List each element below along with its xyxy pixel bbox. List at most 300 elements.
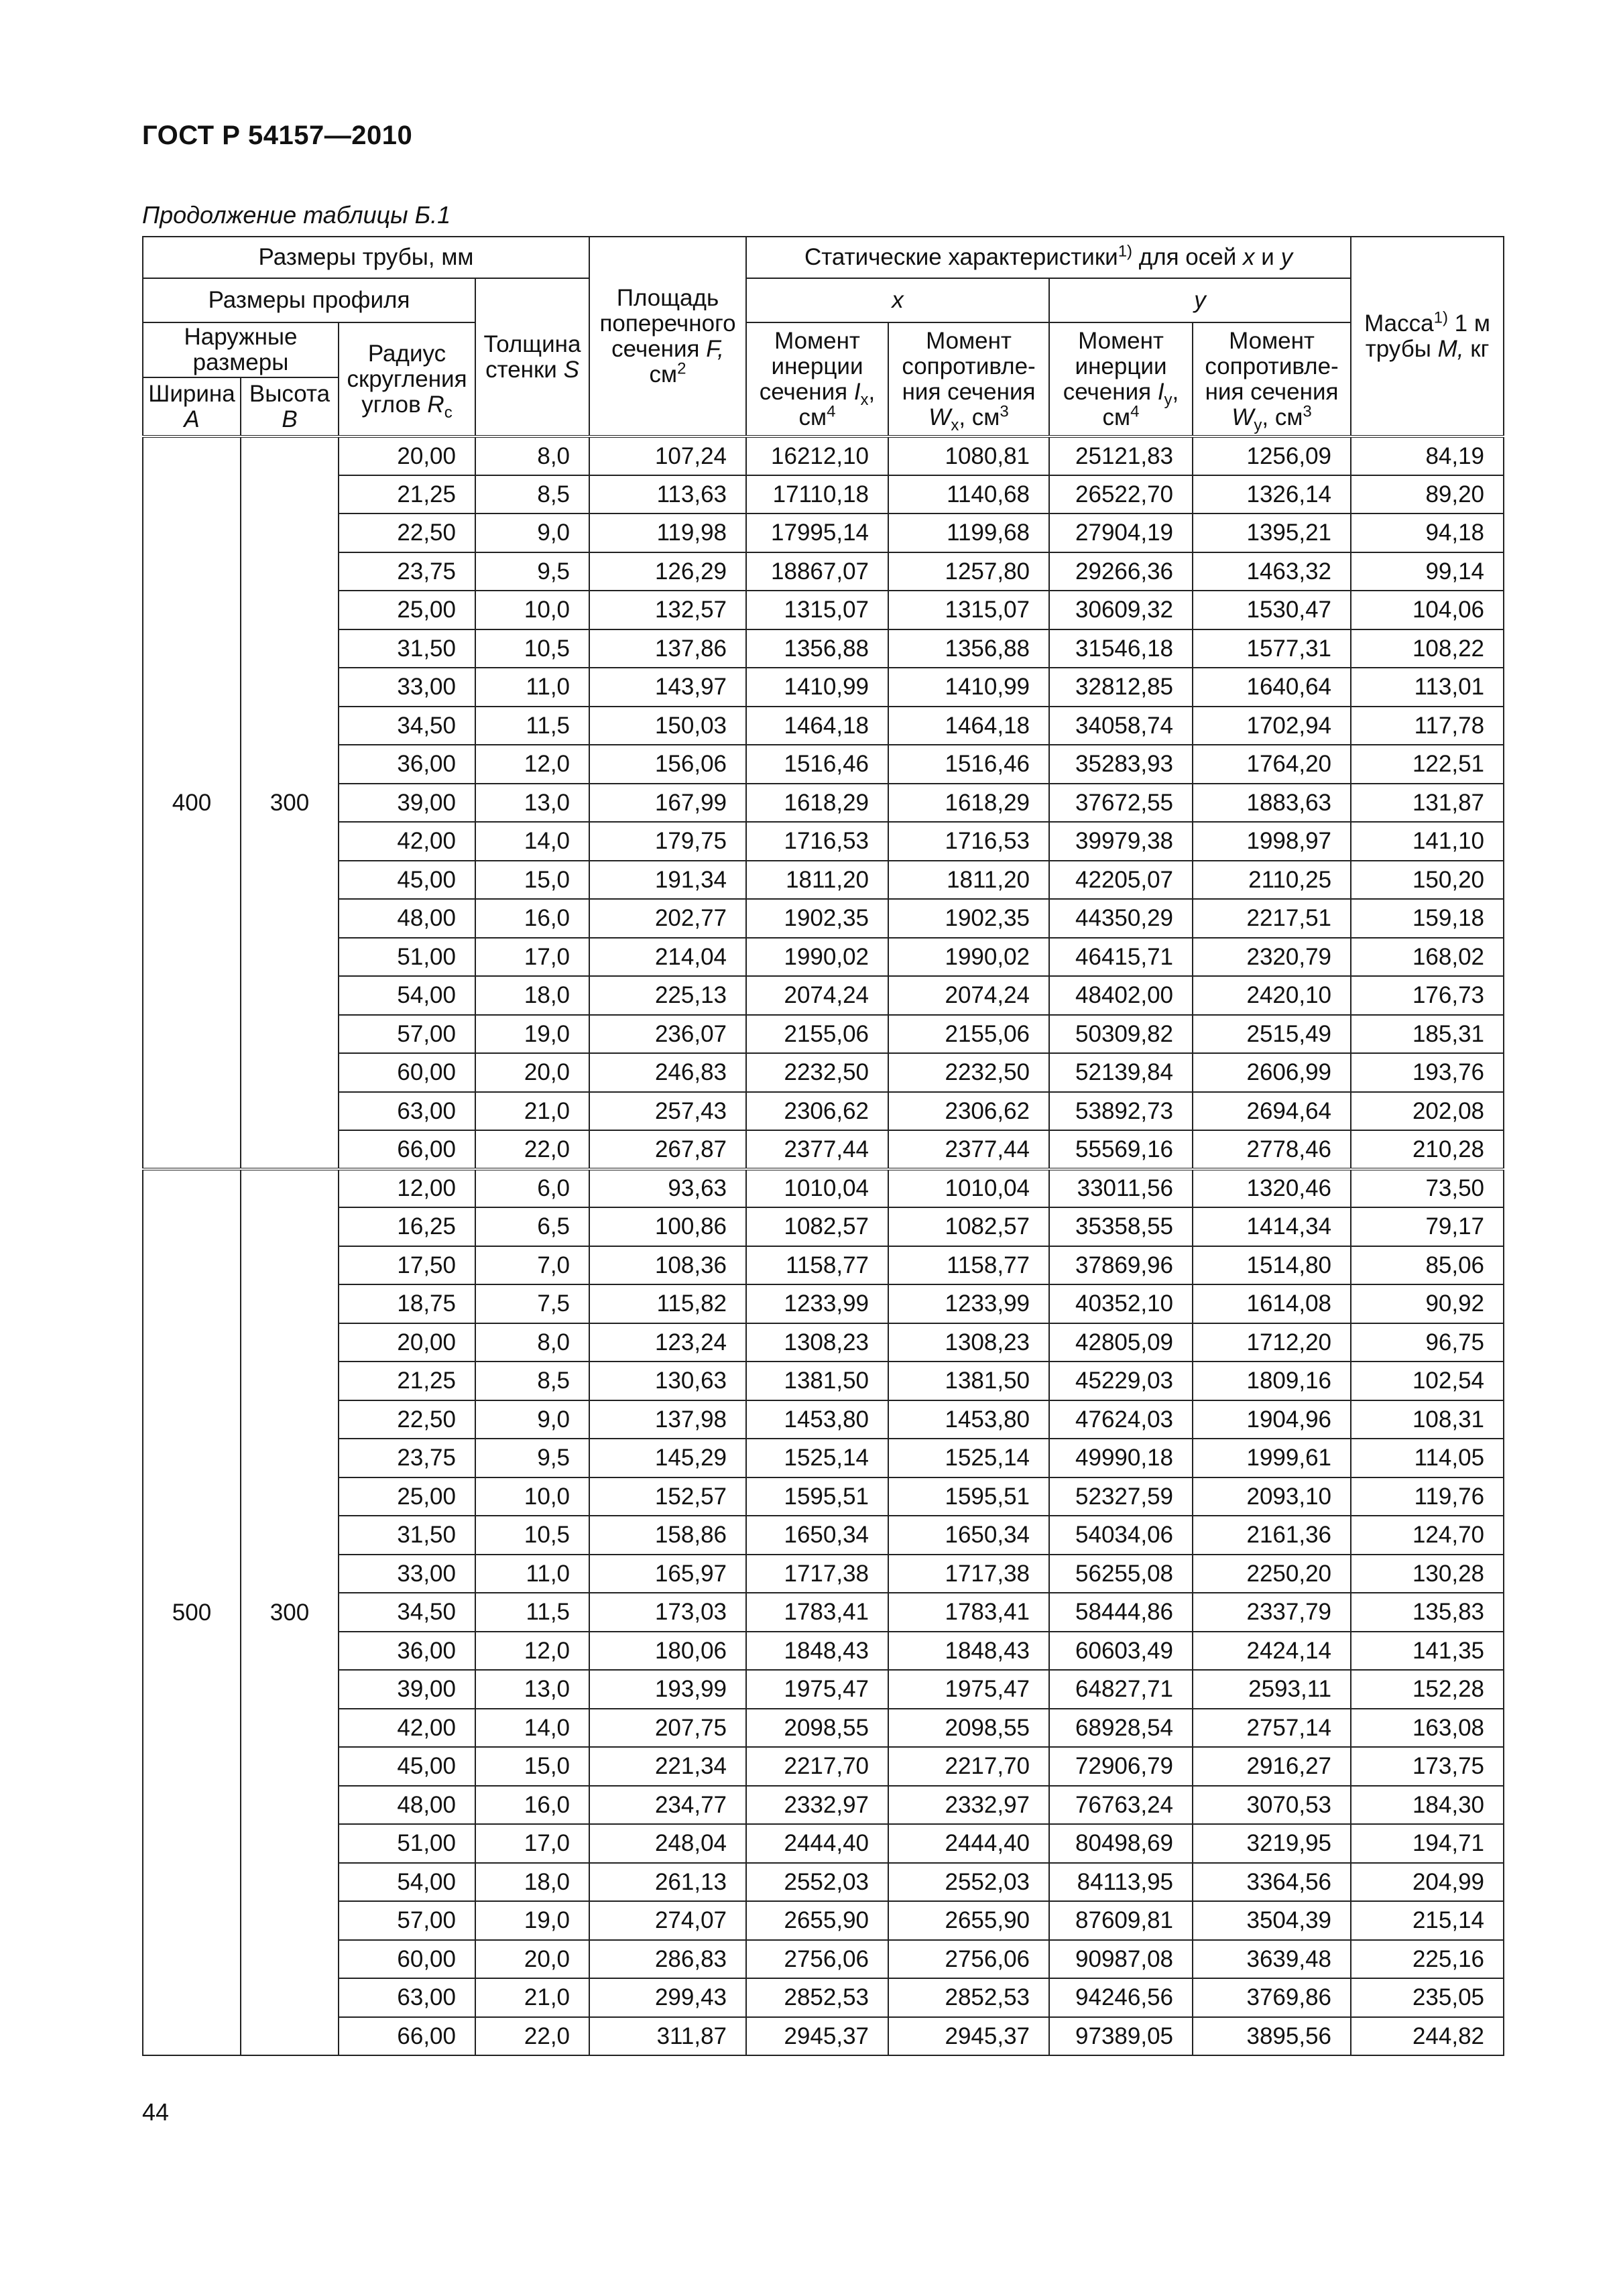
cell-mass: 131,87 <box>1351 784 1504 823</box>
cell-wx: 2217,70 <box>888 1747 1049 1786</box>
header-ix: Момент инерции сечения $I_x$, $см^4$ <box>746 322 888 436</box>
cell-wx: 1464,18 <box>888 707 1049 745</box>
cell-iy: 48402,00 <box>1049 976 1193 1015</box>
cell-wy: 2593,11 <box>1193 1670 1351 1709</box>
cell-ix: 2377,44 <box>746 1130 888 1169</box>
header-radius-label: Радиус скругления углов <box>347 340 467 418</box>
cell-wx: 1516,46 <box>888 745 1049 784</box>
cell-iy: 31546,18 <box>1049 629 1193 668</box>
table-row <box>143 1439 1504 1477</box>
cell-wx: 1381,50 <box>888 1362 1049 1400</box>
cell-radius: 60,00 <box>339 1053 475 1092</box>
cell-iy: 27904,19 <box>1049 513 1193 552</box>
cell-thickness: 10,5 <box>475 629 589 668</box>
cell-ix: 18867,07 <box>746 552 888 591</box>
cell-area: 234,77 <box>589 1786 746 1825</box>
cell-iy: 50309,82 <box>1049 1015 1193 1054</box>
cell-thickness: 9,5 <box>475 1439 589 1477</box>
cell-wy: 2217,51 <box>1193 899 1351 938</box>
cell-radius: 57,00 <box>339 1015 475 1054</box>
cell-area: 167,99 <box>589 784 746 823</box>
header-axis-y <box>1049 278 1351 322</box>
header-wx-unit-sup: 3 <box>1000 402 1009 420</box>
cell-iy: 42805,09 <box>1049 1323 1193 1362</box>
cell-mass: 244,82 <box>1351 2017 1504 2056</box>
table-row <box>143 1786 1504 1825</box>
cell-radius: 33,00 <box>339 1555 475 1593</box>
cell-ix: 2852,53 <box>746 1978 888 2017</box>
cell-thickness: 7,5 <box>475 1284 589 1323</box>
cell-mass: 85,06 <box>1351 1246 1504 1285</box>
cell-ix: 1308,23 <box>746 1323 888 1362</box>
cell-radius: 25,00 <box>339 1477 475 1516</box>
cell-area: 221,34 <box>589 1747 746 1786</box>
table-row <box>143 1940 1504 1979</box>
cell-wx: 2852,53 <box>888 1978 1049 2017</box>
cell-thickness: 15,0 <box>475 1747 589 1786</box>
table-row <box>143 1824 1504 1863</box>
cell-radius: 36,00 <box>339 745 475 784</box>
cell-iy: 25121,83 <box>1049 436 1193 475</box>
header-thickness <box>475 278 589 436</box>
cell-iy: 54034,06 <box>1049 1516 1193 1555</box>
cell-wx: 2552,03 <box>888 1863 1049 1902</box>
cell-thickness: 9,5 <box>475 552 589 591</box>
header-ix-unit: см <box>798 404 827 430</box>
table-row <box>143 1593 1504 1632</box>
cell-ix: 1975,47 <box>746 1670 888 1709</box>
header-height <box>241 377 339 436</box>
cell-wy: 1577,31 <box>1193 629 1351 668</box>
cell-iy: 45229,03 <box>1049 1362 1193 1400</box>
cell-thickness: 13,0 <box>475 784 589 823</box>
header-static-axis-x: x <box>1243 244 1255 270</box>
cell-mass: 96,75 <box>1351 1323 1504 1362</box>
cell-mass: 141,10 <box>1351 822 1504 861</box>
cell-area: 202,77 <box>589 899 746 938</box>
header-thickness-symbol: S <box>563 356 579 383</box>
cell-iy: 84113,95 <box>1049 1863 1193 1902</box>
cell-thickness: 11,5 <box>475 1593 589 1632</box>
header-wx-sub: x <box>951 416 959 434</box>
table-row <box>143 1246 1504 1285</box>
table-row <box>143 1477 1504 1516</box>
cell-iy: 52327,59 <box>1049 1477 1193 1516</box>
cell-thickness: 11,0 <box>475 1555 589 1593</box>
cell-wx: 2655,90 <box>888 1901 1049 1940</box>
cell-wx: 2074,24 <box>888 976 1049 1015</box>
cell-mass: 102,54 <box>1351 1362 1504 1400</box>
cell-wy: 2424,14 <box>1193 1632 1351 1671</box>
cell-ix: 2444,40 <box>746 1824 888 1863</box>
header-thickness-label: Толщина стенки <box>483 330 581 383</box>
cell-thickness: 20,0 <box>475 1940 589 1979</box>
cell-wx: 1783,41 <box>888 1593 1049 1632</box>
cell-ix: 2552,03 <box>746 1863 888 1902</box>
table-row <box>143 475 1504 514</box>
cell-ix: 1848,43 <box>746 1632 888 1671</box>
cell-wy: 3504,39 <box>1193 1901 1351 1940</box>
header-static-and: и <box>1261 244 1274 270</box>
cell-wy: 1326,14 <box>1193 475 1351 514</box>
header-mass-symbol: M, <box>1437 335 1464 362</box>
cell-wx: 1233,99 <box>888 1284 1049 1323</box>
cell-wy: 3070,53 <box>1193 1786 1351 1825</box>
cell-radius: 39,00 <box>339 1670 475 1709</box>
cell-mass: 141,35 <box>1351 1632 1504 1671</box>
cell-thickness: 19,0 <box>475 1015 589 1054</box>
cell-radius: 34,50 <box>339 707 475 745</box>
cell-radius: 33,00 <box>339 668 475 707</box>
cell-area: 123,24 <box>589 1323 746 1362</box>
cell-area: 286,83 <box>589 1940 746 1979</box>
cell-thickness: 9,0 <box>475 1400 589 1439</box>
cell-mass: 152,28 <box>1351 1670 1504 1709</box>
cell-wx: 2444,40 <box>888 1824 1049 1863</box>
cell-wx: 1990,02 <box>888 938 1049 977</box>
cell-mass: 225,16 <box>1351 1940 1504 1979</box>
cell-area: 126,29 <box>589 552 746 591</box>
cell-area: 152,57 <box>589 1477 746 1516</box>
cell-area: 246,83 <box>589 1053 746 1092</box>
cell-iy: 46415,71 <box>1049 938 1193 977</box>
cell-mass: 185,31 <box>1351 1015 1504 1054</box>
cell-wy: 3895,56 <box>1193 2017 1351 2056</box>
cell-mass: 122,51 <box>1351 745 1504 784</box>
cell-radius: 36,00 <box>339 1632 475 1671</box>
cell-area: 207,75 <box>589 1709 746 1748</box>
cell-ix: 1783,41 <box>746 1593 888 1632</box>
table-row <box>143 1632 1504 1671</box>
cell-mass: 94,18 <box>1351 513 1504 552</box>
cell-ix: 1990,02 <box>746 938 888 977</box>
header-axis-x-label: x <box>892 287 904 313</box>
cell-ix: 1595,51 <box>746 1477 888 1516</box>
cell-mass: 184,30 <box>1351 1786 1504 1825</box>
cell-area: 165,97 <box>589 1555 746 1593</box>
cell-thickness: 14,0 <box>475 1709 589 1748</box>
cell-ix: 2306,62 <box>746 1092 888 1131</box>
header-iy-sub: y <box>1164 390 1173 409</box>
header-mass-footnote: 1) <box>1433 308 1448 326</box>
cell-wx: 1082,57 <box>888 1207 1049 1246</box>
cell-ix: 1811,20 <box>746 861 888 900</box>
cell-iy: 72906,79 <box>1049 1747 1193 1786</box>
cell-area: 236,07 <box>589 1015 746 1054</box>
cell-radius: 17,50 <box>339 1246 475 1285</box>
header-wy-unit-sup: 3 <box>1303 402 1312 420</box>
table-row <box>143 861 1504 900</box>
cell-wy: 2606,99 <box>1193 1053 1351 1092</box>
cell-wy: 1463,32 <box>1193 552 1351 591</box>
header-ix-sub: x <box>860 390 869 409</box>
cell-radius: 23,75 <box>339 1439 475 1477</box>
cell-wy: 1614,08 <box>1193 1284 1351 1323</box>
cell-radius: 48,00 <box>339 1786 475 1825</box>
cell-wx: 1308,23 <box>888 1323 1049 1362</box>
header-static-label: Статические характеристики <box>804 244 1118 270</box>
cell-wx: 1080,81 <box>888 436 1049 475</box>
cell-mass: 194,71 <box>1351 1824 1504 1863</box>
cell-mass: 135,83 <box>1351 1593 1504 1632</box>
cell-mass: 193,76 <box>1351 1053 1504 1092</box>
table-row <box>143 1747 1504 1786</box>
cell-ix: 1158,77 <box>746 1246 888 1285</box>
table-row <box>143 1901 1504 1940</box>
cell-wy: 1640,64 <box>1193 668 1351 707</box>
cell-area: 299,43 <box>589 1978 746 2017</box>
cell-ix: 1516,46 <box>746 745 888 784</box>
cell-wy: 1414,34 <box>1193 1207 1351 1246</box>
cell-area: 119,98 <box>589 513 746 552</box>
cell-ix: 1618,29 <box>746 784 888 823</box>
cell-ix: 2945,37 <box>746 2017 888 2056</box>
cell-iy: 55569,16 <box>1049 1130 1193 1169</box>
cell-ix: 2155,06 <box>746 1015 888 1054</box>
cell-ix: 1650,34 <box>746 1516 888 1555</box>
cell-wy: 2250,20 <box>1193 1555 1351 1593</box>
cell-radius: 21,25 <box>339 1362 475 1400</box>
cell-thickness: 8,0 <box>475 436 589 475</box>
cell-wy: 1320,46 <box>1193 1169 1351 1208</box>
cell-area: 311,87 <box>589 2017 746 2056</box>
cell-thickness: 16,0 <box>475 1786 589 1825</box>
header-static-axis-y: y <box>1280 244 1293 270</box>
cell-mass: 114,05 <box>1351 1439 1504 1477</box>
cell-radius: 20,00 <box>339 1323 475 1362</box>
cell-wy: 2757,14 <box>1193 1709 1351 1748</box>
cell-area: 261,13 <box>589 1863 746 1902</box>
cell-wx: 2945,37 <box>888 2017 1049 2056</box>
cell-ix: 1381,50 <box>746 1362 888 1400</box>
table-row <box>143 2017 1504 2056</box>
table-row <box>143 1207 1504 1246</box>
cell-mass: 108,31 <box>1351 1400 1504 1439</box>
cell-wy: 1514,80 <box>1193 1246 1351 1285</box>
cell-iy: 47624,03 <box>1049 1400 1193 1439</box>
header-outer-sizes: Наружные размеры <box>143 322 339 377</box>
cell-mass: 113,01 <box>1351 668 1504 707</box>
cell-thickness: 19,0 <box>475 1901 589 1940</box>
cell-thickness: 8,5 <box>475 1362 589 1400</box>
header-width-label: Ширина <box>148 380 235 407</box>
header-wy-symbol: W <box>1231 404 1254 430</box>
table-row <box>143 1130 1504 1169</box>
header-ix-unit-sup: 4 <box>827 402 836 420</box>
header-area <box>589 237 746 436</box>
cell-thickness: 15,0 <box>475 861 589 900</box>
header-static-tail: для осей <box>1138 244 1237 270</box>
table-row <box>143 745 1504 784</box>
cell-area: 257,43 <box>589 1092 746 1131</box>
cell-ix: 1716,53 <box>746 822 888 861</box>
cell-area: 130,63 <box>589 1362 746 1400</box>
cell-radius: 20,00 <box>339 436 475 475</box>
header-mass <box>1351 237 1504 436</box>
cell-mass: 73,50 <box>1351 1169 1504 1208</box>
cell-mass: 202,08 <box>1351 1092 1504 1131</box>
header-area-symbol: F, <box>706 335 724 362</box>
cell-area: 143,97 <box>589 668 746 707</box>
cell-iy: 76763,24 <box>1049 1786 1193 1825</box>
cell-radius: 54,00 <box>339 976 475 1015</box>
cell-radius: 16,25 <box>339 1207 475 1246</box>
header-mass-unit: кг <box>1470 335 1490 362</box>
cell-radius: 45,00 <box>339 1747 475 1786</box>
cell-ix: 1010,04 <box>746 1169 888 1208</box>
cell-radius: 39,00 <box>339 784 475 823</box>
cell-area: 115,82 <box>589 1284 746 1323</box>
cell-radius: 18,75 <box>339 1284 475 1323</box>
header-height-label: Высота <box>249 380 330 407</box>
cell-thickness: 8,0 <box>475 1323 589 1362</box>
cell-iy: 29266,36 <box>1049 552 1193 591</box>
cell-wy: 2093,10 <box>1193 1477 1351 1516</box>
header-ix-label: Момент инерции сечения <box>759 327 863 405</box>
cell-wx: 2232,50 <box>888 1053 1049 1092</box>
cell-ix: 1717,38 <box>746 1555 888 1593</box>
cell-iy: 68928,54 <box>1049 1709 1193 1748</box>
cell-wx: 2332,97 <box>888 1786 1049 1825</box>
header-iy-symbol: I <box>1157 378 1164 405</box>
cell-thickness: 11,5 <box>475 707 589 745</box>
cell-thickness: 6,5 <box>475 1207 589 1246</box>
cell-wy: 2420,10 <box>1193 976 1351 1015</box>
cell-mass: 89,20 <box>1351 475 1504 514</box>
cell-area: 191,34 <box>589 861 746 900</box>
cell-mass: 108,22 <box>1351 629 1504 668</box>
cell-thickness: 22,0 <box>475 1130 589 1169</box>
table-header <box>143 237 1504 436</box>
cell-radius: 34,50 <box>339 1593 475 1632</box>
cell-wx: 1356,88 <box>888 629 1049 668</box>
cell-ix: 2232,50 <box>746 1053 888 1092</box>
cell-radius: 22,50 <box>339 1400 475 1439</box>
cell-iy: 35358,55 <box>1049 1207 1193 1246</box>
cell-wx: 2756,06 <box>888 1940 1049 1979</box>
cell-iy: 40352,10 <box>1049 1284 1193 1323</box>
table-row <box>143 591 1504 629</box>
table-row <box>143 784 1504 823</box>
cell-wx: 1975,47 <box>888 1670 1049 1709</box>
cell-wy: 1999,61 <box>1193 1439 1351 1477</box>
table-row <box>143 1670 1504 1709</box>
header-wy-sub: y <box>1254 416 1262 434</box>
cell-wx: 1811,20 <box>888 861 1049 900</box>
cell-iy: 32812,85 <box>1049 668 1193 707</box>
table-row <box>143 1555 1504 1593</box>
cell-iy: 97389,05 <box>1049 2017 1193 2056</box>
cell-wx: 2306,62 <box>888 1092 1049 1131</box>
header-static <box>746 237 1351 278</box>
cell-iy: 34058,74 <box>1049 707 1193 745</box>
cell-radius: 51,00 <box>339 938 475 977</box>
cell-mass: 150,20 <box>1351 861 1504 900</box>
cell-iy: 30609,32 <box>1049 591 1193 629</box>
header-height-symbol: B <box>282 406 298 432</box>
cell-ix: 2756,06 <box>746 1940 888 1979</box>
table-row <box>143 513 1504 552</box>
header-ix-symbol: I <box>853 378 861 405</box>
header-axis-y-label: y <box>1194 287 1206 313</box>
cell-ix: 1902,35 <box>746 899 888 938</box>
cell-iy: 35283,93 <box>1049 745 1193 784</box>
header-radius <box>339 322 475 436</box>
cell-wy: 1712,20 <box>1193 1323 1351 1362</box>
cell-mass: 159,18 <box>1351 899 1504 938</box>
header-width-symbol: A <box>184 406 200 432</box>
header-mass-label: Масса <box>1364 310 1434 337</box>
cell-wy: 2694,64 <box>1193 1092 1351 1131</box>
cell-iy: 53892,73 <box>1049 1092 1193 1131</box>
cell-ix: 17110,18 <box>746 475 888 514</box>
header-pipe-sizes: Размеры трубы, мм <box>143 237 589 278</box>
cell-thickness: 22,0 <box>475 2017 589 2056</box>
cell-wy: 1764,20 <box>1193 745 1351 784</box>
cell-wy: 1702,94 <box>1193 707 1351 745</box>
table-row <box>143 938 1504 977</box>
cell-width: 400 <box>143 436 241 1169</box>
cell-wy: 3639,48 <box>1193 1940 1351 1979</box>
cell-radius: 63,00 <box>339 1978 475 2017</box>
cell-iy: 33011,56 <box>1049 1169 1193 1208</box>
cell-iy: 49990,18 <box>1049 1439 1193 1477</box>
cell-thickness: 17,0 <box>475 938 589 977</box>
header-iy: Момент инерции сечения $I_y$, $см^4$ <box>1049 322 1193 436</box>
cell-radius: 66,00 <box>339 2017 475 2056</box>
header-wx-symbol: W <box>928 404 951 430</box>
table-row <box>143 436 1504 475</box>
cell-radius: 12,00 <box>339 1169 475 1208</box>
cell-ix: 1464,18 <box>746 707 888 745</box>
cell-thickness: 10,0 <box>475 1477 589 1516</box>
header-radius-symbol: R <box>427 391 444 418</box>
cell-wy: 3219,95 <box>1193 1824 1351 1863</box>
cell-mass: 90,92 <box>1351 1284 1504 1323</box>
cell-ix: 1315,07 <box>746 591 888 629</box>
table-row <box>143 1323 1504 1362</box>
cell-area: 137,86 <box>589 629 746 668</box>
cell-ix: 2098,55 <box>746 1709 888 1748</box>
header-radius-sub: c <box>444 403 453 422</box>
cell-area: 113,63 <box>589 475 746 514</box>
header-axis-x <box>746 278 1049 322</box>
header-wx: Момент сопротивле-ния сечения $W_x$, $см^3$ <box>888 322 1049 436</box>
header-iy-unit: см <box>1102 404 1131 430</box>
cell-mass: 119,76 <box>1351 1477 1504 1516</box>
cell-area: 100,86 <box>589 1207 746 1246</box>
cell-iy: 60603,49 <box>1049 1632 1193 1671</box>
page-number: 44 <box>142 2098 170 2126</box>
cell-ix: 2655,90 <box>746 1901 888 1940</box>
cell-ix: 1233,99 <box>746 1284 888 1323</box>
header-wx-label: Момент сопротивле-ния сечения <box>902 327 1036 405</box>
cell-radius: 66,00 <box>339 1130 475 1169</box>
cell-radius: 42,00 <box>339 1709 475 1748</box>
header-width <box>143 377 241 436</box>
cell-wx: 1158,77 <box>888 1246 1049 1285</box>
cell-mass: 215,14 <box>1351 1901 1504 1940</box>
cell-area: 173,03 <box>589 1593 746 1632</box>
cell-thickness: 17,0 <box>475 1824 589 1863</box>
cell-wy: 1904,96 <box>1193 1400 1351 1439</box>
table-row <box>143 1516 1504 1555</box>
cell-mass: 79,17 <box>1351 1207 1504 1246</box>
cell-mass: 117,78 <box>1351 707 1504 745</box>
table-row <box>143 707 1504 745</box>
cell-radius: 57,00 <box>339 1901 475 1940</box>
cell-area: 150,03 <box>589 707 746 745</box>
